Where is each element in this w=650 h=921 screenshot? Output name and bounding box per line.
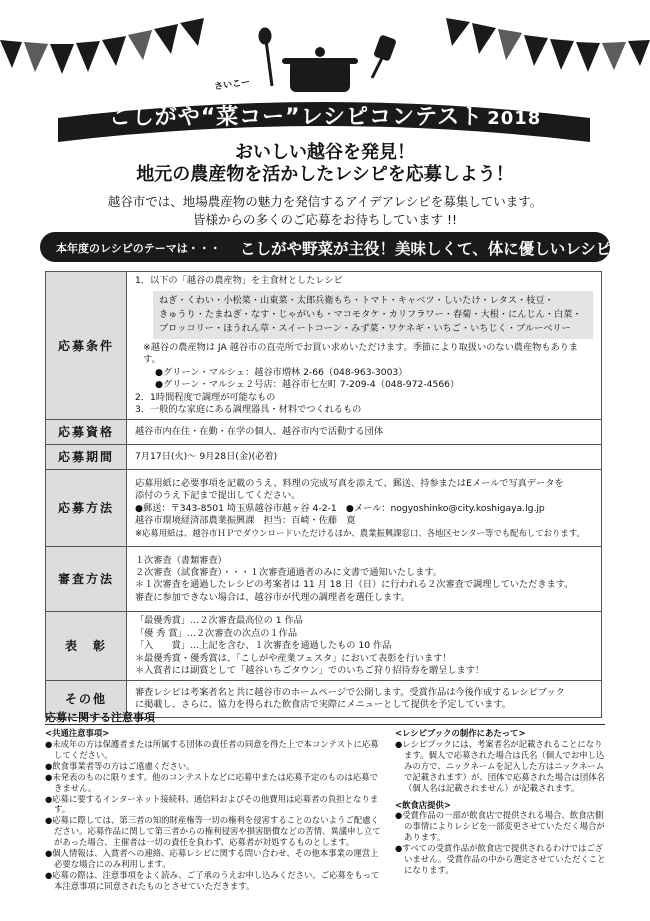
common-note-7: ●応募の際は、注意事項をよく読み、ご了承のうえお申し込みください。ご応募をもって本注意事項に同意されたものとさせていただきます。 xyxy=(45,869,380,891)
common-notes xyxy=(45,728,385,892)
common-note-5: ●応募に際しては、第三者の知的財産権等一切の権利を侵害することのないようご配慮ください。応募作品に関して第三者からの権利侵害や損害賠償などの苦情、異議申し立てがあった場合、主催者は一切の責任を負わず、応募者が対処するものとします。 xyxy=(45,815,381,848)
content-kikan: 7月17日(火)～ 9月28日(金)(必着) xyxy=(127,445,602,470)
common-note-1: ●未成年の方は保護者または所属する団体の責任者の同意を得た上で本コンテストに応募してください。 xyxy=(45,738,379,760)
recipe-book-notes xyxy=(395,728,607,876)
houhou-note: ※応募用紙は、越谷市ＨＰでダウンロードいただけるほか、農業振興課窓口、各地区センター等でも配布しております。 xyxy=(135,527,585,538)
notes-divider xyxy=(45,724,605,725)
content-hyoushou xyxy=(127,612,602,681)
row-kikan xyxy=(46,445,602,470)
headline-2: 地元の農産物を活かしたレシピを応募しよう！ xyxy=(136,164,514,185)
common-note-2: ●飲食事業者等の方はご遠慮ください。 xyxy=(45,760,195,771)
row-jouken xyxy=(46,272,602,420)
header-houhou: 応募方法 xyxy=(46,470,127,547)
contest-title xyxy=(100,100,550,131)
jouken-note: ※越谷の農産物は JA 越谷市の直売所でお買い求めいただけます。季節により取扱いのない農産物もあります。 xyxy=(143,341,579,366)
veg-line-3: ブロッコリー・ほうれん草・スイートコーン・みず菜・ワケネギ・いちご・いちじく・ブルーベリー xyxy=(159,323,571,335)
shop-1: ●グリーン・マルシェ：越谷市増林 2-66（048-963-3003） xyxy=(155,366,408,378)
restaurant-title: <飲食店提供> xyxy=(395,799,451,810)
jouken-item-2: 2．1時間程度で調理が可能なもの xyxy=(135,391,276,403)
post-address: ●郵送：〒343-8501 埼玉県越谷市越ヶ谷 4-2-1 xyxy=(135,502,337,514)
jouken-item-3: 3．一般的な家庭にある調理器具・材料でつくれるもの xyxy=(135,403,362,415)
row-shikaku xyxy=(46,420,602,445)
intro-line-1: 越谷市では、地場農産物の魅力を発信するアイデアレシピを募集しています。 xyxy=(107,194,543,209)
shinsa-line-2: ２次審査（試食審査）・・・１次審査通過者のみに文書で通知いたします。 xyxy=(135,566,443,578)
header-hyoushou: 表 彰 xyxy=(46,612,127,681)
vegetable-list xyxy=(153,291,593,338)
theme-bar xyxy=(40,232,610,262)
shop-2: ●グリーン・マルシェ２号店：越谷市七左町 7-209-4（048-972-4566） xyxy=(155,379,460,391)
notes-title: 応募に関する注意事項 xyxy=(45,711,155,724)
common-note-3: ●未発表のものに限ります。他のコンテストなどに応募中または応募予定のものは応募できません。 xyxy=(45,771,378,793)
content-sonota xyxy=(127,681,602,718)
recipe-book-title: <レシピブックの制作にあたって> xyxy=(395,728,526,738)
restaurant-note-1: ●受賞作品の一部が飲食店で提供される場合、飲食店側の事情によりレシピを一部変更させていただく場合があります。 xyxy=(395,810,605,843)
hyoushou-line-2: 「優 秀 賞」…２次審査の次点の１作品 xyxy=(135,627,298,639)
houhou-line-1: 応募用紙に必要事項を記載のうえ、料理の完成写真を添えて、郵送、持参またはEメールで写真データを xyxy=(135,477,564,489)
contest-year: 2018 xyxy=(487,108,542,129)
email-address: ●メール：nogyoshinko@city.koshigaya.lg.jp xyxy=(345,502,545,514)
houhou-line-2: 添付のうえ下記まで提出してください。 xyxy=(135,490,301,502)
common-note-6: ●個人情報は、入賞者への連絡、応募レシピに関する問い合わせ、その他本事業の運営上必要な場合にのみ利用します。 xyxy=(45,848,379,870)
houhou-post-mail xyxy=(135,503,593,515)
header-shinsa: 審査方法 xyxy=(46,547,127,612)
hyoushou-line-1: 「最優秀賞」…２次審査最高位の 1 作品 xyxy=(135,615,303,627)
jouken-item-1: 1．以下の「越谷の農産物」を主食材としたレシピ xyxy=(135,275,343,286)
content-shinsa xyxy=(127,547,602,612)
theme-label: 本年度のレシピのテーマは・・・ xyxy=(56,242,221,255)
common-note-4: ●応募に要するインターネット接続料、通信料およびその他費用は応募者の負担となります。 xyxy=(45,793,379,815)
sonota-line-2: に掲載し、さらに、協力を得られた飲食店で実際にメニューとして提供を予定しています。 xyxy=(135,699,511,711)
contest-title-text: こしがや“菜コー”レシピコンテスト xyxy=(108,105,484,130)
intro-line-2: 皆様からの多くのご応募をお待ちしています !! xyxy=(193,212,457,227)
sonota-line-1: 審査レシピは考案者名と共に越谷市のホームページで公開します。受賞作品は今後作成するレシピブック xyxy=(135,687,565,699)
spatula-icon xyxy=(372,36,395,78)
contest-details-table xyxy=(45,271,602,718)
content-houhou xyxy=(127,470,602,547)
shinsa-line-4: 審査に参加できない場合は、越谷市が代理の調理者を選任します。 xyxy=(135,591,410,603)
content-jouken xyxy=(127,272,602,420)
hyoushou-line-5: ＊入賞者には副賞として「越谷いちごタウン」でのいちご狩り招待券を贈呈します！ xyxy=(135,665,485,677)
row-hyoushou xyxy=(46,612,602,681)
recipe-book-note-1: ●レシピブックには、考案者名が記載されることになります。個人で応募された場合は氏名（個人でお申し込みの方で、ニックネームを記入した方はニックネームで記載されます）が、団体で応募された場合は団体名（個人名は記載されません）が記載されます。 xyxy=(395,738,605,793)
header-kikan: 応募期間 xyxy=(46,445,127,470)
cooking-pot-icon xyxy=(282,47,358,92)
hyoushou-line-3: 「入 賞」…上記を含む、１次審査を通過したもの 10 作品 xyxy=(135,640,392,652)
content-shikaku: 越谷市内在住・在勤・在学の個人、越谷市内で活動する団体 xyxy=(127,420,602,445)
veg-line-1: ねぎ・くわい・小松菜・山東菜・太郎兵衛もち・トマト・キャベツ・しいたけ・レタス・枝豆・ xyxy=(159,295,554,307)
header-jouken: 応募条件 xyxy=(46,272,127,420)
hyoushou-line-4: ＊最優秀賞・優秀賞は、「こしがや産業フェスタ」において表彰を行います！ xyxy=(135,652,452,664)
veg-line-2: きゅうり・たまねぎ・なす・じゃがいも・マコモタケ・カリフラワー・春菊・大根・にんじん・白菜・ xyxy=(159,309,582,321)
restaurant-note-2: ●すべての受賞作品が飲食店で提供されるわけではございません。受賞作品の中から選定させていただくことになります。 xyxy=(395,843,606,876)
ladle-icon xyxy=(260,29,272,86)
houhou-dept: 越谷市環境経済部農業振興課 担当：百崎・佐藤 寛 xyxy=(135,515,356,527)
row-houhou xyxy=(46,470,602,547)
theme-text: こしがや野菜が主役！美味しくて、体に優しいレシピ xyxy=(240,240,612,258)
shinsa-line-3: ＊１次審査を通過したレシピの考案者は 11 月 18 日（日）に行われる２次審査で調理していただきます。 xyxy=(135,579,574,591)
row-shinsa xyxy=(46,547,602,612)
title-ruby: さいこー xyxy=(213,77,251,93)
common-notes-title: <共通注意事項> xyxy=(45,728,110,738)
header-shikaku: 応募資格 xyxy=(46,420,127,445)
shinsa-line-1: １次審査（書類審査） xyxy=(135,554,227,566)
header-sonota: その他 xyxy=(46,681,127,718)
headline-1: おいしい越谷を発見！ xyxy=(235,142,415,163)
bunting-decoration xyxy=(0,0,650,100)
